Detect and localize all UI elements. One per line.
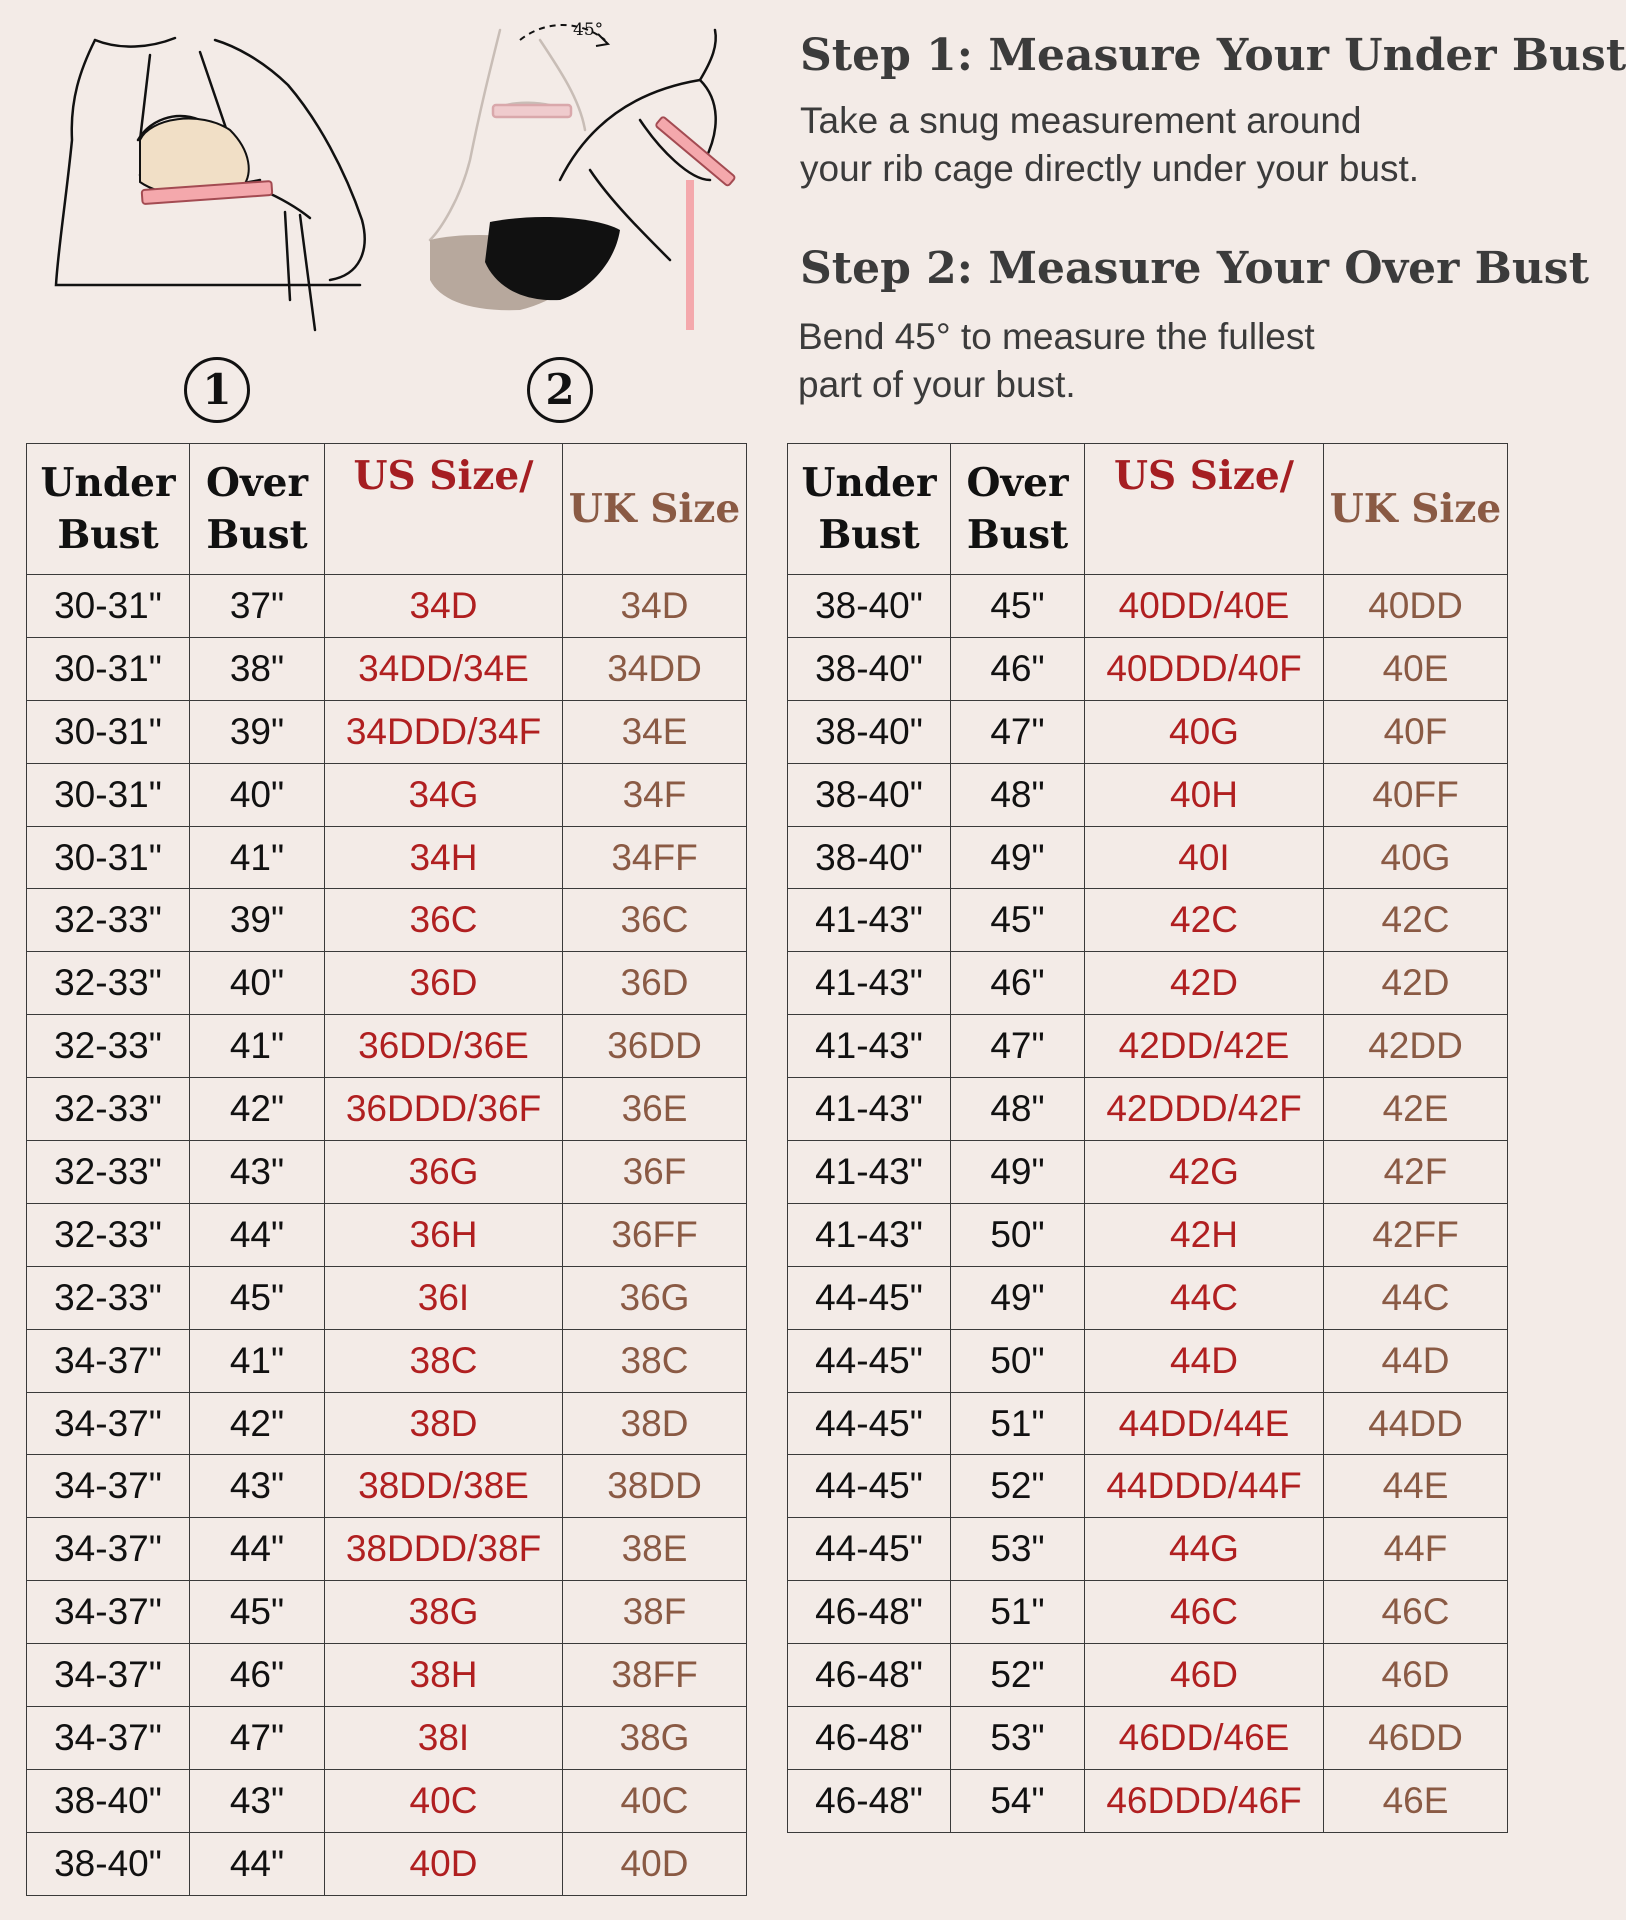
us-size-cell: 34DDD/34F (325, 700, 563, 763)
over-bust-cell: 51" (951, 1581, 1085, 1644)
under-bust-cell: 30-31" (27, 700, 190, 763)
step2-line1: Bend 45° to measure the fullest (798, 316, 1315, 357)
over-bust-ghost-figure (430, 30, 585, 240)
table-row (27, 575, 747, 638)
table-row (788, 1266, 1508, 1329)
us-size-header: US Size/ (325, 444, 563, 575)
uk-size-header: UK Size (563, 444, 747, 575)
under-bust-cell: 34-37" (27, 1329, 190, 1392)
uk-size-cell: 42FF (1324, 1203, 1508, 1266)
uk-size-cell: 46D (1324, 1644, 1508, 1707)
table-row (788, 700, 1508, 763)
over-bust-cell: 41" (190, 1015, 325, 1078)
step1-line1: Take a snug measurement around (800, 100, 1362, 141)
under-bust-cell: 46-48" (788, 1769, 951, 1832)
over-bust-cell: 48" (951, 763, 1085, 826)
over-bust-cell: 45" (951, 889, 1085, 952)
table-row (27, 1015, 747, 1078)
table-row (27, 1078, 747, 1141)
under-bust-cell: 44-45" (788, 1266, 951, 1329)
size-chart-right (787, 443, 1508, 1833)
over-bust-cell: 46" (951, 637, 1085, 700)
table-row (27, 1329, 747, 1392)
over-bust-cell: 49" (951, 1266, 1085, 1329)
uk-size-cell: 40C (563, 1769, 747, 1832)
over-bust-cell: 47" (951, 700, 1085, 763)
us-size-cell: 38DD/38E (325, 1455, 563, 1518)
us-size-cell: 38C (325, 1329, 563, 1392)
under-bust-cell: 32-33" (27, 1141, 190, 1204)
over-bust-cell: 43" (190, 1455, 325, 1518)
us-size-cell: 38DDD/38F (325, 1518, 563, 1581)
us-size-cell: 40DDD/40F (1085, 637, 1324, 700)
us-size-cell: 38G (325, 1581, 563, 1644)
uk-size-cell: 40DD (1324, 575, 1508, 638)
table-row (27, 952, 747, 1015)
uk-size-cell: 34E (563, 700, 747, 763)
table-row (788, 1455, 1508, 1518)
uk-size-cell: 42F (1324, 1141, 1508, 1204)
uk-size-cell: 44D (1324, 1329, 1508, 1392)
over-bust-cell: 43" (190, 1141, 325, 1204)
under-bust-cell: 38-40" (27, 1832, 190, 1895)
uk-size-cell: 34F (563, 763, 747, 826)
us-size-cell: 34G (325, 763, 563, 826)
table-row (788, 1141, 1508, 1204)
us-size-cell: 40G (1085, 700, 1324, 763)
over-bust-cell: 50" (951, 1329, 1085, 1392)
uk-size-cell: 40D (563, 1832, 747, 1895)
table-row (27, 1203, 747, 1266)
size-chart-left (26, 443, 747, 1896)
over-bust-cell: 37" (190, 575, 325, 638)
us-size-cell: 36C (325, 889, 563, 952)
us-size-cell: 44D (1085, 1329, 1324, 1392)
us-size-cell: 46C (1085, 1581, 1324, 1644)
under-bust-cell: 44-45" (788, 1518, 951, 1581)
us-size-cell: 36D (325, 952, 563, 1015)
us-size-header: US Size/ (1085, 444, 1324, 575)
over-bust-cell: 39" (190, 889, 325, 952)
under-bust-cell: 32-33" (27, 1078, 190, 1141)
us-size-cell: 40I (1085, 826, 1324, 889)
uk-size-cell: 34FF (563, 826, 747, 889)
us-size-cell: 36H (325, 1203, 563, 1266)
uk-size-cell: 34D (563, 575, 747, 638)
uk-size-cell: 40G (1324, 826, 1508, 889)
under-bust-cell: 44-45" (788, 1392, 951, 1455)
over-bust-cell: 51" (951, 1392, 1085, 1455)
uk-size-cell: 36G (563, 1266, 747, 1329)
over-bust-cell: 50" (951, 1203, 1085, 1266)
under-bust-cell: 41-43" (788, 952, 951, 1015)
uk-size-cell: 38FF (563, 1644, 747, 1707)
us-size-cell: 44G (1085, 1518, 1324, 1581)
table-row (27, 700, 747, 763)
under-bust-cell: 44-45" (788, 1329, 951, 1392)
over-bust-cell: 41" (190, 1329, 325, 1392)
under-bust-cell: 44-45" (788, 1455, 951, 1518)
table-row (27, 1392, 747, 1455)
under-bust-cell: 46-48" (788, 1581, 951, 1644)
under-bust-cell: 32-33" (27, 952, 190, 1015)
under-bust-cell: 30-31" (27, 826, 190, 889)
over-bust-cell: 47" (190, 1707, 325, 1770)
uk-size-header: UK Size (1324, 444, 1508, 575)
uk-size-cell: 44F (1324, 1518, 1508, 1581)
over-bust-cell: 46" (951, 952, 1085, 1015)
uk-size-cell: 40FF (1324, 763, 1508, 826)
us-size-cell: 36DDD/36F (325, 1078, 563, 1141)
table-row (27, 1455, 747, 1518)
over-bust-cell: 45" (190, 1581, 325, 1644)
uk-size-cell: 42C (1324, 889, 1508, 952)
us-size-cell: 36DD/36E (325, 1015, 563, 1078)
step2-line2: part of your bust. (798, 364, 1076, 405)
over-bust-cell: 38" (190, 637, 325, 700)
over-bust-cell: 53" (951, 1707, 1085, 1770)
over-bust-cell: 40" (190, 763, 325, 826)
under-bust-cell: 30-31" (27, 637, 190, 700)
us-size-cell: 38H (325, 1644, 563, 1707)
table-row (27, 1644, 747, 1707)
us-size-cell: 42C (1085, 889, 1324, 952)
under-bust-cell: 41-43" (788, 889, 951, 952)
step2-badge: 2 (527, 357, 593, 423)
uk-size-cell: 46C (1324, 1581, 1508, 1644)
under-bust-cell: 34-37" (27, 1581, 190, 1644)
us-size-cell: 42G (1085, 1141, 1324, 1204)
table-row (27, 1266, 747, 1329)
under-bust-cell: 41-43" (788, 1078, 951, 1141)
uk-size-cell: 40E (1324, 637, 1508, 700)
under-bust-cell: 38-40" (788, 700, 951, 763)
us-size-cell: 36G (325, 1141, 563, 1204)
over-bust-cell: 49" (951, 826, 1085, 889)
table-row (27, 763, 747, 826)
table-header-row (788, 444, 1508, 575)
over-bust-header: Over Bust (951, 444, 1085, 575)
uk-size-cell: 38C (563, 1329, 747, 1392)
table-row (788, 952, 1508, 1015)
step1-title: Step 1: Measure Your Under Bust (800, 30, 1626, 81)
table-row (27, 826, 747, 889)
over-bust-cell: 45" (190, 1266, 325, 1329)
us-size-cell: 42DDD/42F (1085, 1078, 1324, 1141)
under-bust-cell: 32-33" (27, 889, 190, 952)
over-bust-cell: 44" (190, 1203, 325, 1266)
uk-size-cell: 44DD (1324, 1392, 1508, 1455)
table-row (788, 1581, 1508, 1644)
table-row (788, 1203, 1508, 1266)
over-bust-cell: 47" (951, 1015, 1085, 1078)
over-bust-cell: 45" (951, 575, 1085, 638)
under-bust-header: Under Bust (788, 444, 951, 575)
over-bust-cell: 46" (190, 1644, 325, 1707)
us-size-cell: 42DD/42E (1085, 1015, 1324, 1078)
over-bust-cell: 44" (190, 1832, 325, 1895)
under-bust-cell: 34-37" (27, 1644, 190, 1707)
table-row (27, 1518, 747, 1581)
uk-size-cell: 44C (1324, 1266, 1508, 1329)
us-size-cell: 42D (1085, 952, 1324, 1015)
table-row (27, 1707, 747, 1770)
over-bust-cell: 41" (190, 826, 325, 889)
table-row (27, 1769, 747, 1832)
under-bust-cell: 32-33" (27, 1266, 190, 1329)
table-row (27, 889, 747, 952)
table-row (788, 1644, 1508, 1707)
us-size-cell: 34DD/34E (325, 637, 563, 700)
table-row (27, 637, 747, 700)
uk-size-cell: 36F (563, 1141, 747, 1204)
table-row (788, 1707, 1508, 1770)
under-bust-cell: 30-31" (27, 575, 190, 638)
uk-size-cell: 38G (563, 1707, 747, 1770)
angle-label: 45° (573, 20, 604, 40)
table-header-row (27, 444, 747, 575)
us-size-cell: 34H (325, 826, 563, 889)
under-bust-cell: 34-37" (27, 1455, 190, 1518)
under-bust-cell: 32-33" (27, 1015, 190, 1078)
over-bust-cell: 43" (190, 1769, 325, 1832)
over-bust-cell: 42" (190, 1392, 325, 1455)
over-bust-cell: 42" (190, 1078, 325, 1141)
under-bust-cell: 38-40" (788, 637, 951, 700)
table-row (788, 889, 1508, 952)
table-row (788, 637, 1508, 700)
over-bust-cell: 44" (190, 1518, 325, 1581)
step2-title: Step 2: Measure Your Over Bust (800, 243, 1589, 294)
us-size-cell: 42H (1085, 1203, 1324, 1266)
under-bust-cell: 32-33" (27, 1203, 190, 1266)
over-bust-cell: 49" (951, 1141, 1085, 1204)
us-size-cell: 40D (325, 1832, 563, 1895)
us-size-cell: 46D (1085, 1644, 1324, 1707)
table-row (788, 1392, 1508, 1455)
us-size-cell: 46DD/46E (1085, 1707, 1324, 1770)
under-bust-cell: 38-40" (27, 1769, 190, 1832)
uk-size-cell: 42E (1324, 1078, 1508, 1141)
us-size-cell: 38I (325, 1707, 563, 1770)
under-bust-cell: 38-40" (788, 763, 951, 826)
uk-size-cell: 46DD (1324, 1707, 1508, 1770)
over-bust-cell: 40" (190, 952, 325, 1015)
over-bust-header: Over Bust (190, 444, 325, 575)
table-row (788, 1518, 1508, 1581)
under-bust-cell: 38-40" (788, 826, 951, 889)
table-row (788, 1015, 1508, 1078)
over-bust-cell: 52" (951, 1644, 1085, 1707)
under-bust-cell: 41-43" (788, 1141, 951, 1204)
uk-size-cell: 44E (1324, 1455, 1508, 1518)
uk-size-cell: 38E (563, 1518, 747, 1581)
under-bust-cell: 41-43" (788, 1015, 951, 1078)
table-row (788, 1078, 1508, 1141)
table-row (788, 826, 1508, 889)
under-bust-cell: 34-37" (27, 1707, 190, 1770)
table-row (27, 1832, 747, 1895)
us-size-cell: 46DDD/46F (1085, 1769, 1324, 1832)
uk-size-cell: 36DD (563, 1015, 747, 1078)
uk-size-cell: 36C (563, 889, 747, 952)
step1-line2: your rib cage directly under your bust. (800, 148, 1420, 189)
us-size-cell: 40DD/40E (1085, 575, 1324, 638)
us-size-cell: 44DD/44E (1085, 1392, 1324, 1455)
step1-badge: 1 (184, 357, 250, 423)
over-bust-cell: 39" (190, 700, 325, 763)
uk-size-cell: 38DD (563, 1455, 747, 1518)
under-bust-cell: 34-37" (27, 1518, 190, 1581)
under-bust-cell: 46-48" (788, 1644, 951, 1707)
table-row (788, 1329, 1508, 1392)
under-bust-cell: 30-31" (27, 763, 190, 826)
measuring-illustration (0, 0, 760, 360)
over-bust-cell: 54" (951, 1769, 1085, 1832)
table-row (788, 575, 1508, 638)
us-size-cell: 40H (1085, 763, 1324, 826)
us-size-cell: 40C (325, 1769, 563, 1832)
table-row (27, 1141, 747, 1204)
uk-size-cell: 36D (563, 952, 747, 1015)
us-size-cell: 36I (325, 1266, 563, 1329)
uk-size-cell: 38D (563, 1392, 747, 1455)
table-row (27, 1581, 747, 1644)
us-size-cell: 38D (325, 1392, 563, 1455)
under-bust-cell: 41-43" (788, 1203, 951, 1266)
under-bust-cell: 38-40" (788, 575, 951, 638)
uk-size-cell: 42D (1324, 952, 1508, 1015)
under-bust-cell: 46-48" (788, 1707, 951, 1770)
table-row (788, 763, 1508, 826)
uk-size-cell: 38F (563, 1581, 747, 1644)
uk-size-cell: 36FF (563, 1203, 747, 1266)
over-bust-cell: 52" (951, 1455, 1085, 1518)
over-bust-cell: 48" (951, 1078, 1085, 1141)
uk-size-cell: 46E (1324, 1769, 1508, 1832)
uk-size-cell: 40F (1324, 700, 1508, 763)
table-row (788, 1769, 1508, 1832)
uk-size-cell: 42DD (1324, 1015, 1508, 1078)
uk-size-cell: 34DD (563, 637, 747, 700)
us-size-cell: 34D (325, 575, 563, 638)
under-bust-header: Under Bust (27, 444, 190, 575)
uk-size-cell: 36E (563, 1078, 747, 1141)
under-bust-cell: 34-37" (27, 1392, 190, 1455)
over-bust-cell: 53" (951, 1518, 1085, 1581)
us-size-cell: 44DDD/44F (1085, 1455, 1324, 1518)
us-size-cell: 44C (1085, 1266, 1324, 1329)
